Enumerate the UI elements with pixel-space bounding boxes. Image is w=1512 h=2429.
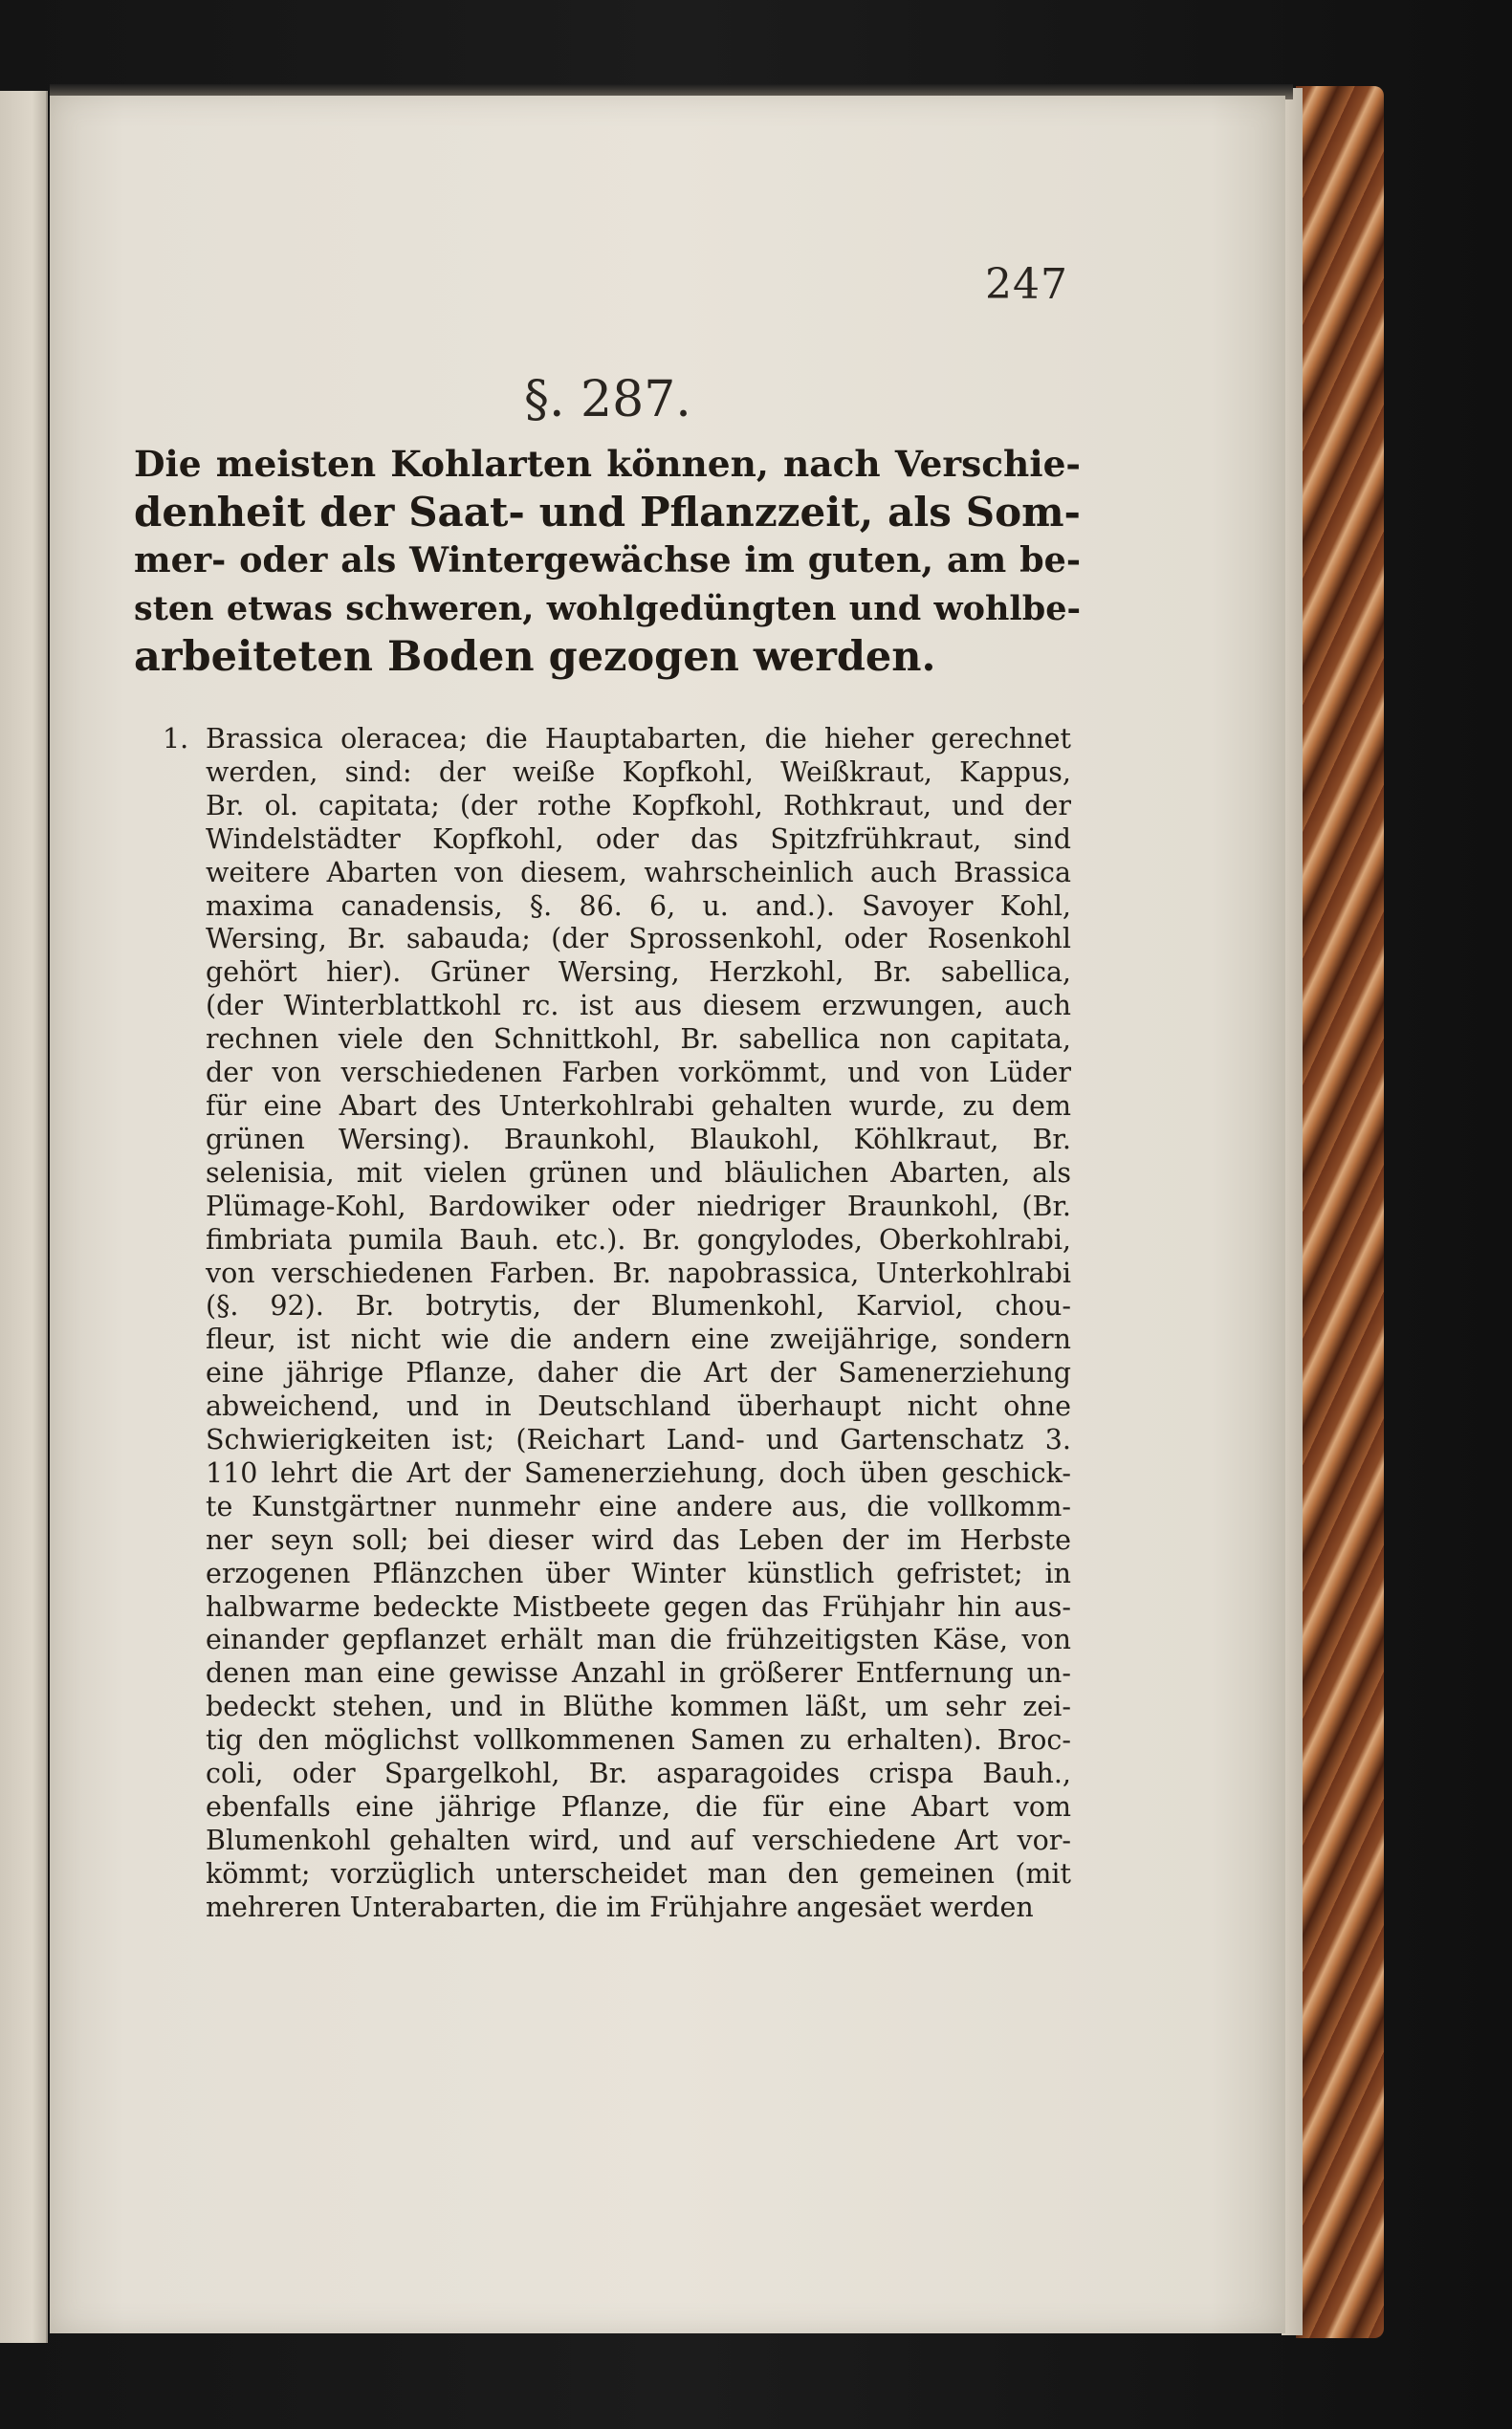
body-line: Wersing, Br. sabauda; (der Sprossenkohl, oder Rosenkohl [206,923,1071,955]
body-line: kömmt; vorzüglich unterscheidet man den gemeinen (mit [206,1857,1071,1890]
list-item-number: 1. [163,723,189,755]
body-line: halbwarme bedeckte Mistbeete gegen das Frühjahr hin aus- [206,1590,1071,1623]
body-line: abweichend, und in Deutschland überhaupt nicht ohne [206,1390,1071,1423]
body-line: für eine Abart des Unterkohlrabi gehalten wurde, zu dem [206,1089,1071,1122]
body-line: maxima canadensis, §. 86. 6, u. and.). Savoyer Kohl, [206,889,1071,922]
left-facing-page-edge [0,91,48,2343]
body-line: Schwierigkeiten ist; (Reichart Land- und Gartenschatz 3. [206,1424,1071,1456]
body-line: werden, sind: der weiße Kopfkohl, Weißkraut, Kappus, [206,755,1071,788]
body-line: te Kunstgärtner nunmehr eine andere aus, die vollkomm- [206,1490,1071,1522]
heading-line: mer- oder als Wintergewächse im guten, am be- [134,539,1081,580]
body-line: bedeckt stehen, und in Blüthe kommen läßt, um sehr zei- [206,1691,1071,1723]
body-line: weitere Abarten von diesem, wahrscheinlich auch Brassica [206,856,1071,888]
heading-line: denheit der Saat- und Pflanzzeit, als Som- [134,488,1081,536]
body-line: fleur, ist nicht wie die andern eine zweijährige, sondern [206,1324,1071,1356]
body-line: grünen Wersing). Braunkohl, Blaukohl, Köhlkraut, Br. [206,1123,1071,1155]
body-line: ebenfalls eine jährige Pflanze, die für eine Abart vom [206,1791,1071,1823]
body-line: gehört hier). Grüner Wersing, Herzkohl, Br. sabellica, [206,956,1071,989]
heading-line: arbeiteten Boden gezogen werden. [134,633,936,681]
body-line: von verschiedenen Farben. Br. napobrassica, Unterkohlrabi [206,1257,1071,1289]
body-line: Plümage-Kohl, Bardowiker oder niedriger Braunkohl, (Br. [206,1190,1071,1222]
body-line: tig den möglichst vollkommenen Samen zu erhalten). Broc- [206,1724,1071,1757]
page-number: 247 [985,260,1068,309]
body-line: eine jährige Pflanze, daher die Art der Samenerziehung [206,1357,1071,1390]
section-number: §. 287. [524,371,691,428]
body-line: mehreren Unterabarten, die im Frühjahre angesäet werden [206,1891,1034,1923]
heading-line: sten etwas schweren, wohlgedüngten und wohlbe- [134,588,1081,628]
body-line: erzogenen Pflänzchen über Winter künstlich gefristet; in [206,1557,1071,1589]
body-line: 110 lehrt die Art der Samenerziehung, doch üben geschick- [206,1456,1071,1489]
body-line: einander gepflanzet erhält man die frühzeitigsten Käse, von [206,1624,1071,1656]
body-line: Br. ol. capitata; (der rothe Kopfkohl, Rothkraut, und der [206,789,1071,821]
body-line: der von verschiedenen Farben vorkömmt, und von Lüder [206,1057,1071,1089]
body-line: rechnen viele den Schnittkohl, Br. sabellica non capitata, [206,1023,1071,1056]
body-line: (§. 92). Br. botrytis, der Blumenkohl, Karviol, chou- [206,1290,1071,1323]
body-text [206,723,1071,1925]
body-line: selenisia, mit vielen grünen und bläulichen Abarten, als [206,1156,1071,1189]
body-line: Brassica oleracea; die Hauptabarten, die hieher gerechnet [206,723,1071,755]
body-line: (der Winterblattkohl rc. ist aus diesem erzwungen, auch [206,990,1071,1022]
marbled-book-cover [1296,86,1384,2338]
body-line: ner seyn soll; bei dieser wird das Leben der im Herbste [206,1523,1071,1556]
body-line: Windelstädter Kopfkohl, oder das Spitzfrühkraut, sind [206,822,1071,855]
heading-line: Die meisten Kohlarten können, nach Verschie- [134,443,1081,485]
body-line: coli, oder Spargelkohl, Br. asparagoides crispa Bauh., [206,1758,1071,1790]
body-line: fimbriata pumila Bauh. etc.). Br. gongylodes, Oberkohlrabi, [206,1223,1071,1256]
body-line: Blumenkohl gehalten wird, und auf verschiedene Art vor- [206,1824,1071,1856]
section-heading [134,440,1081,682]
body-line: denen man eine gewisse Anzahl in größerer Entfernung un- [206,1657,1071,1690]
